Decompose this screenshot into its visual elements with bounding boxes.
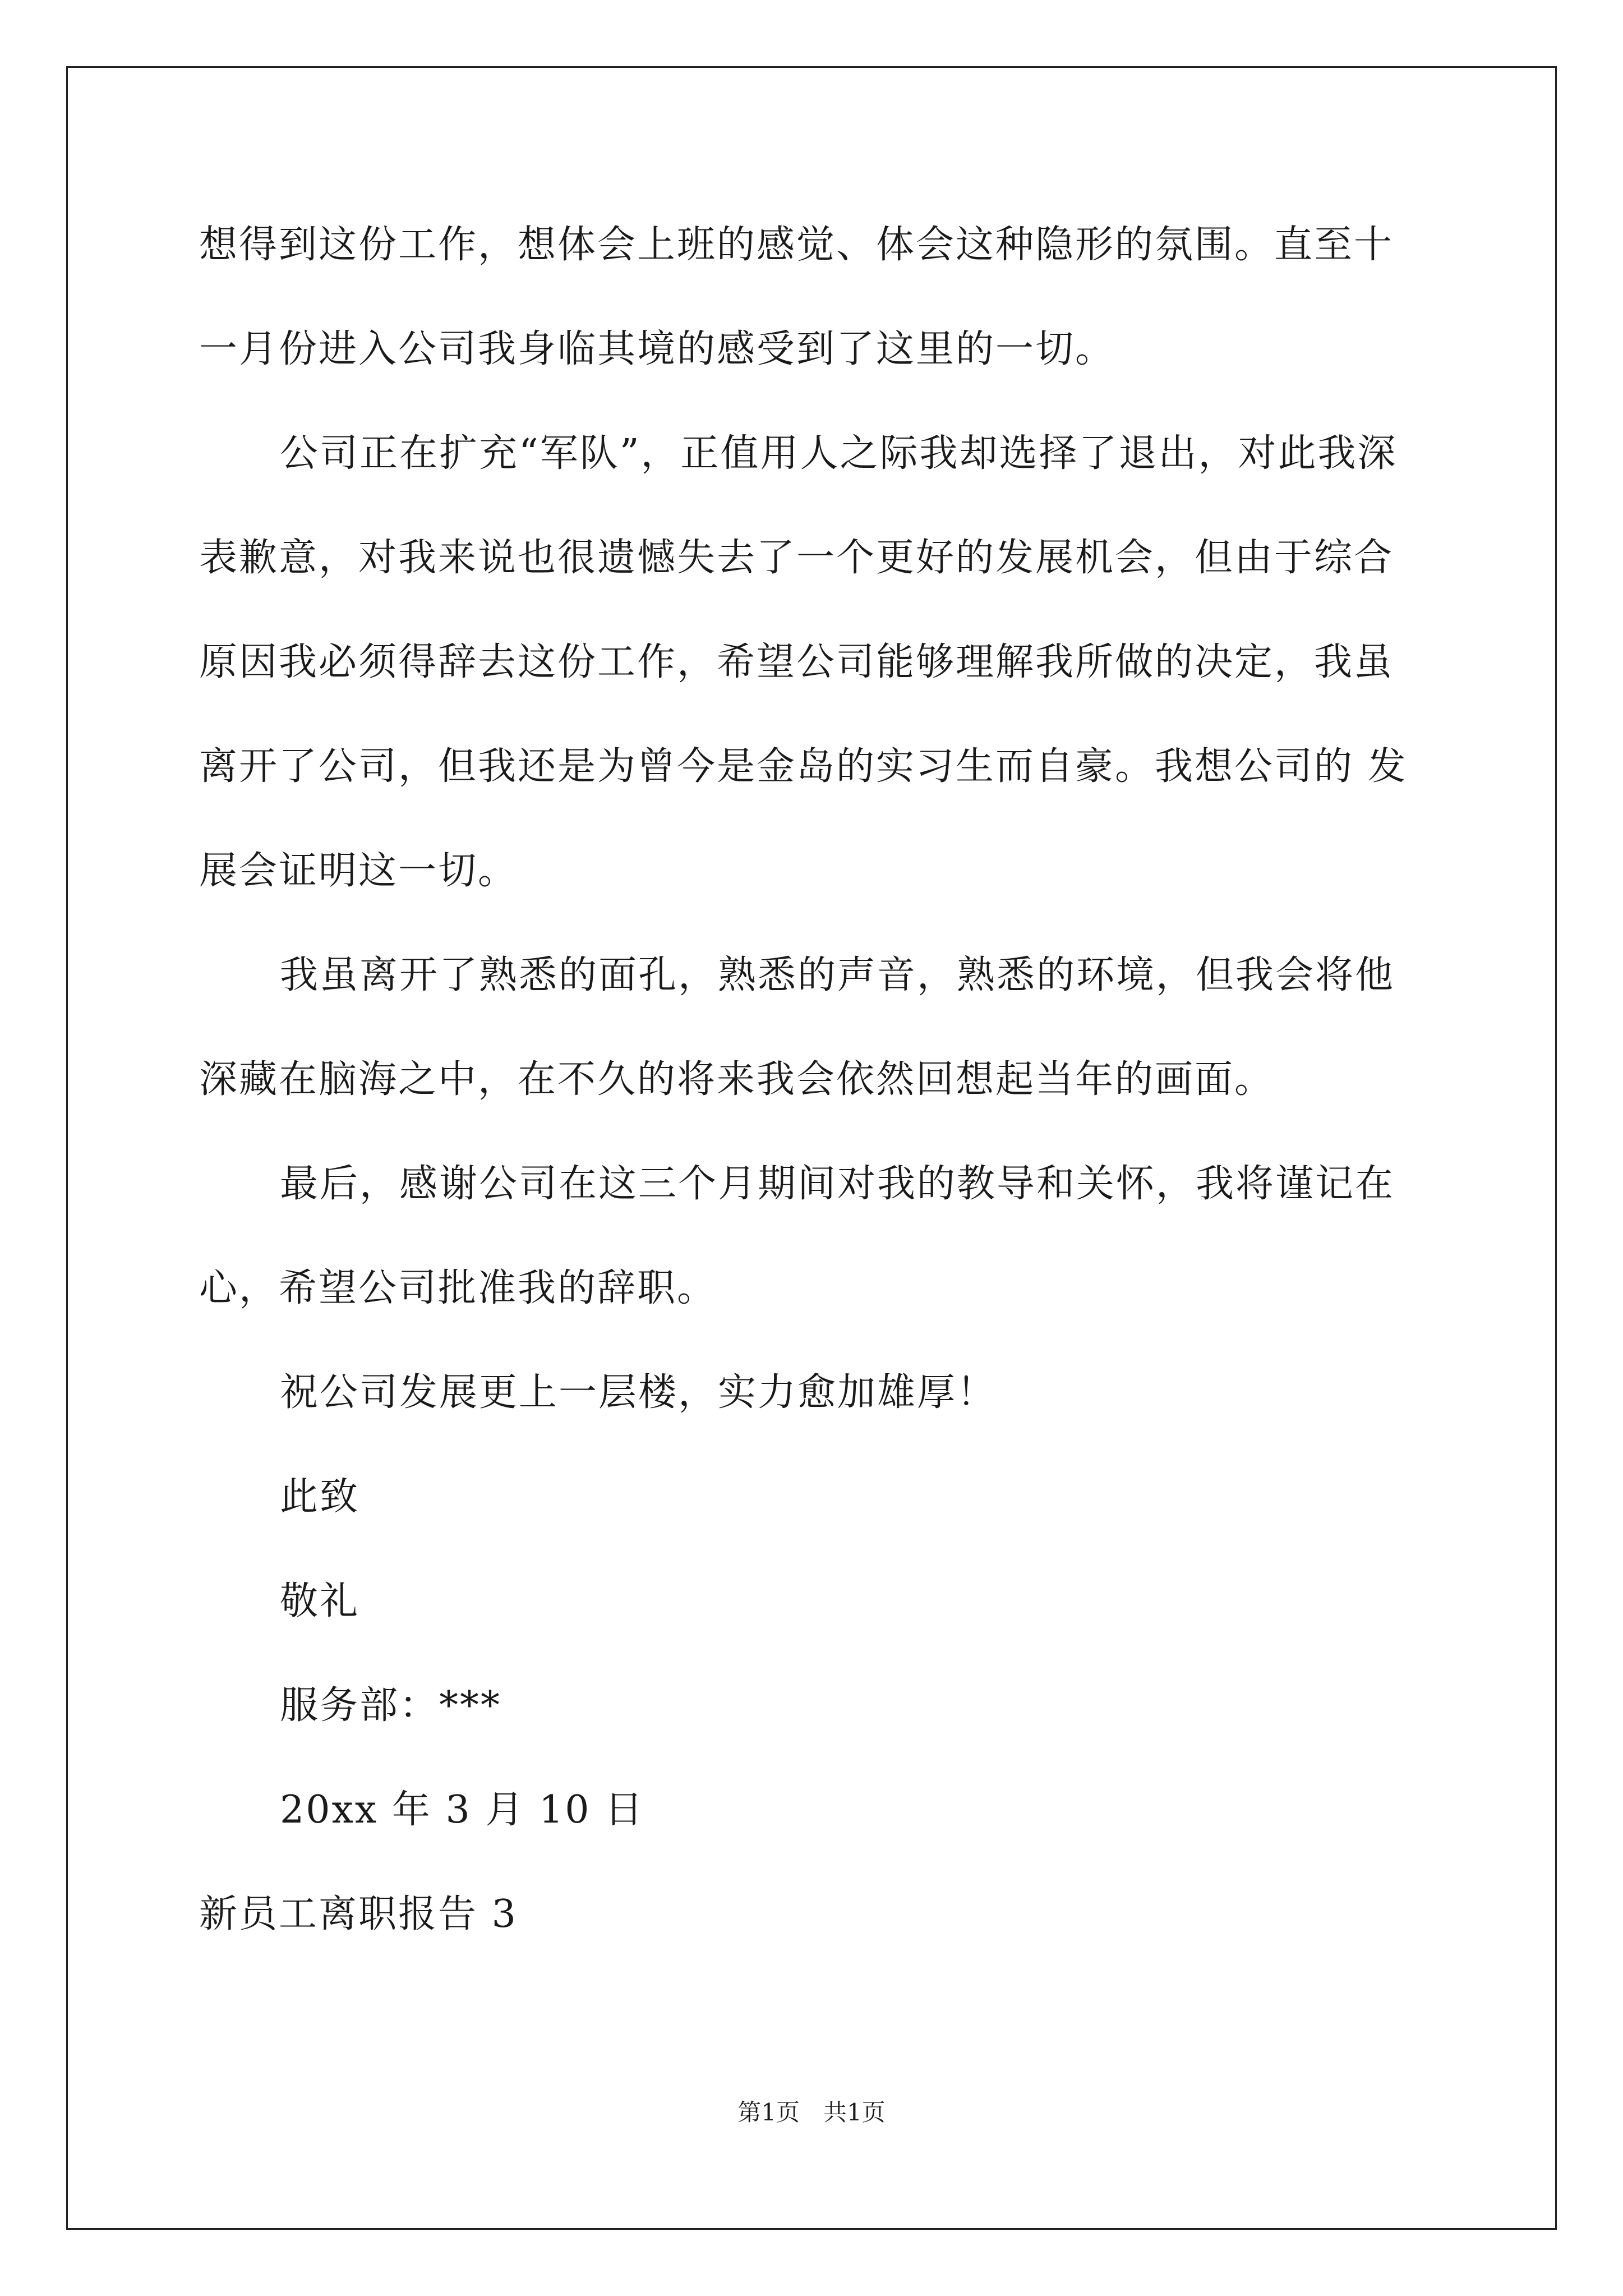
document-body [199, 219, 1427, 1993]
text-line: 心，希望公司批准我的辞职。 [199, 1266, 717, 1310]
text-line: 想得到这份工作，想体会上班的感觉、体会这种隐形的氛围。直至十 [199, 223, 1394, 267]
salutation-jingli: 敬礼 [280, 1579, 360, 1623]
page-footer: 第1页 共1页 [737, 2099, 886, 2126]
text-line: 深藏在脑海之中，在不久的将来我会依然回想起当年的画面。 [199, 1057, 1275, 1102]
salutation-cizhi: 此致 [280, 1475, 360, 1519]
text-line: 表歉意，对我来说也很遗憾失去了一个更好的发展机会，但由于综合 [199, 536, 1394, 580]
text-line: 最后，感谢公司在这三个月期间对我的教导和关怀，我将谨记在 [280, 1162, 1395, 1206]
text-line: 我虽离开了熟悉的面孔，熟悉的声音，熟悉的环境，但我会将他 [280, 953, 1395, 997]
text-line: 原因我必须得辞去这份工作，希望公司能够理解我所做的决定，我虽 [199, 640, 1394, 684]
date: 20xx 年 3 月 10 日 [280, 1788, 645, 1832]
closing-wish: 祝公司发展更上一层楼，实力愈加雄厚！ [280, 1370, 997, 1415]
section-heading: 新员工离职报告 3 [199, 1892, 518, 1936]
text-line: 一月份进入公司我身临其境的感受到了这里的一切。 [199, 327, 1115, 371]
text-line: 离开了公司，但我还是为曾今是金岛的实习生而自豪。我想公司的 发 [199, 744, 1408, 789]
signature: 服务部：*** [280, 1683, 502, 1728]
text-line: 公司正在扩充“军队”，正值用人之际我却选择了退出，对此我深 [280, 431, 1398, 476]
text-line: 展会证明这一切。 [199, 849, 518, 893]
